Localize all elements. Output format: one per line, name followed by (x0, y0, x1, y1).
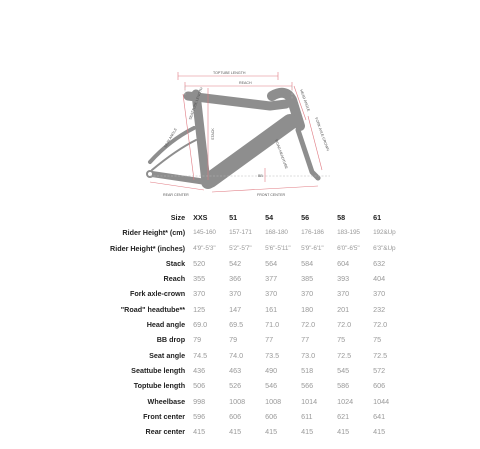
table-cell: 415 (265, 427, 278, 437)
table-row (110, 286, 409, 301)
front-center-label: FRONT CENTER (257, 193, 286, 197)
table-cell: 611 (301, 411, 313, 421)
front-center-line (212, 186, 318, 192)
geometry-table (110, 210, 409, 439)
table-row (110, 302, 409, 317)
size-col-56: 56 (301, 213, 310, 222)
table-cell: 72.5 (337, 350, 352, 360)
table-cell: 366 (229, 274, 242, 284)
table-cell: 526 (229, 381, 242, 391)
table-cell: 542 (229, 258, 242, 268)
table-cell: 490 (265, 365, 278, 375)
table-cell: 606 (229, 411, 242, 421)
table-cell: 564 (265, 258, 278, 268)
fork (298, 130, 318, 178)
table-cell: 74.5 (193, 350, 208, 360)
bb-drop-label: BB (258, 174, 263, 178)
toptube-length-label: TOPTUBE LENGTH (213, 71, 246, 75)
row-label: Rider Height* (inches) (110, 243, 186, 253)
table-cell: 415 (301, 427, 314, 437)
table-cell: 75 (373, 335, 382, 345)
table-cell: 232 (373, 304, 386, 314)
frame-drawing (150, 93, 318, 182)
table-cell: 5'2"-5'7" (229, 244, 252, 252)
table-cell: 73.0 (301, 350, 316, 360)
size-col-58: 58 (337, 213, 346, 222)
table-cell: 520 (193, 258, 206, 268)
row-label: "Road" headtube** (120, 304, 186, 314)
table-cell: 415 (229, 427, 242, 437)
table-cell: 404 (373, 274, 386, 284)
table-cell: 586 (337, 381, 350, 391)
size-col-61: 61 (373, 213, 382, 222)
table-cell: 147 (229, 304, 242, 314)
table-cell: 370 (337, 289, 350, 299)
table-cell: 377 (265, 274, 278, 284)
table-cell: 370 (301, 289, 314, 299)
table-cell: 5'6"-5'11" (265, 244, 291, 252)
table-cell: 506 (193, 381, 206, 391)
table-cell: 998 (193, 396, 206, 406)
table-cell: 604 (337, 258, 350, 268)
table-cell: 385 (301, 274, 314, 284)
table-row (110, 378, 409, 393)
size-header-row (110, 210, 409, 225)
row-label: Seat angle (149, 350, 186, 360)
table-cell: 415 (193, 427, 206, 437)
row-label: Stack (165, 258, 186, 268)
table-cell: 596 (193, 411, 206, 421)
table-cell: 355 (193, 274, 206, 284)
table-cell: 1044 (373, 396, 390, 406)
table-cell: 145-160 (193, 229, 216, 237)
table-cell: 161 (265, 304, 278, 314)
reach-label: REACH (239, 81, 252, 85)
table-row (110, 394, 409, 409)
seattube-length-label: SEATTUBE LENGTH (188, 86, 204, 121)
table-row (110, 317, 409, 332)
row-label: BB drop (156, 335, 186, 345)
table-cell: 71.0 (265, 320, 280, 330)
row-label: Reach (163, 274, 186, 284)
size-col-51: 51 (229, 213, 238, 222)
table-cell: 546 (265, 381, 278, 391)
row-label: Toptube length (133, 381, 186, 391)
rear-center-label: REAR CENTER (163, 193, 189, 197)
table-cell: 1014 (301, 396, 318, 406)
stack-label: STACK (211, 128, 215, 140)
table-cell: 370 (193, 289, 206, 299)
table-cell: 77 (265, 335, 274, 345)
table-cell: 1024 (337, 396, 354, 406)
table-cell: 370 (229, 289, 242, 299)
table-cell: 1008 (229, 396, 246, 406)
table-cell: 77 (301, 335, 310, 345)
table-cell: 4'9"-5'3" (193, 244, 216, 252)
row-label: Rider Height* (cm) (122, 228, 186, 238)
table-cell: 6'3"&Up (373, 244, 396, 252)
table-cell: 157-171 (229, 229, 252, 237)
seat-angle-label: SEAT ANGLE (163, 127, 178, 149)
frame-geometry-diagram (0, 0, 480, 210)
table-cell: 183-195 (337, 229, 360, 237)
table-cell: 606 (265, 411, 278, 421)
table-cell: 370 (373, 289, 386, 299)
fork-axle-crown-label: FORK AXLE-CROWN (314, 116, 330, 152)
table-cell: 69.0 (193, 320, 208, 330)
table-cell: 6'0"-6'5" (337, 244, 360, 252)
row-label: Seattube length (131, 365, 186, 375)
table-cell: 75 (337, 335, 346, 345)
size-corner-label: Size (170, 213, 186, 222)
size-col-xxs: XXS (193, 213, 208, 222)
table-cell: 69.5 (229, 320, 244, 330)
table-row (110, 256, 409, 271)
size-col-54: 54 (265, 213, 274, 222)
table-cell: 566 (301, 381, 314, 391)
table-row (110, 363, 409, 378)
table-cell: 584 (301, 258, 314, 268)
table-cell: 201 (337, 304, 350, 314)
table-cell: 463 (229, 365, 242, 375)
table-cell: 192&Up (373, 229, 396, 237)
table-cell: 415 (337, 427, 350, 437)
road-headtube-label: ROAD HEADTUBE (274, 138, 289, 170)
table-cell: 518 (301, 365, 314, 375)
table-cell: 572 (373, 365, 386, 375)
table-cell: 641 (373, 411, 386, 421)
table-cell: 545 (337, 365, 350, 375)
row-label: Fork axle-crown (129, 289, 186, 299)
table-cell: 5'9"-6'1" (301, 244, 324, 252)
table-cell: 436 (193, 365, 206, 375)
table-cell: 72.0 (337, 320, 352, 330)
table-cell: 168-180 (265, 229, 288, 237)
table-cell: 393 (337, 274, 350, 284)
row-label: Head angle (146, 320, 186, 330)
row-label: Wheelbase (147, 396, 186, 406)
head-angle-label: HEAD ANGLE (299, 88, 311, 112)
table-row (110, 241, 409, 256)
table-cell: 73.5 (265, 350, 280, 360)
table-cell: 176-186 (301, 229, 324, 237)
table-cell: 621 (337, 411, 350, 421)
table-cell: 74.0 (229, 350, 244, 360)
table-cell: 370 (265, 289, 278, 299)
table-cell: 1008 (265, 396, 282, 406)
table-cell: 180 (301, 304, 314, 314)
row-label: Front center (143, 411, 186, 421)
table-cell: 79 (229, 335, 238, 345)
chain-stay (152, 174, 206, 182)
table-row (110, 348, 409, 363)
row-label: Rear center (145, 427, 186, 437)
table-cell: 415 (373, 427, 386, 437)
table-row (110, 225, 409, 240)
seat-tube (196, 94, 206, 182)
table-row (110, 424, 409, 439)
table-cell: 79 (193, 335, 202, 345)
table-cell: 72.0 (373, 320, 388, 330)
table-row (110, 271, 409, 286)
table-cell: 72.5 (373, 350, 388, 360)
table-cell: 606 (373, 381, 386, 391)
table-cell: 72.0 (301, 320, 316, 330)
table-cell: 632 (373, 258, 386, 268)
table-row (110, 409, 409, 424)
table-cell: 125 (193, 304, 206, 314)
table-row (110, 332, 409, 347)
